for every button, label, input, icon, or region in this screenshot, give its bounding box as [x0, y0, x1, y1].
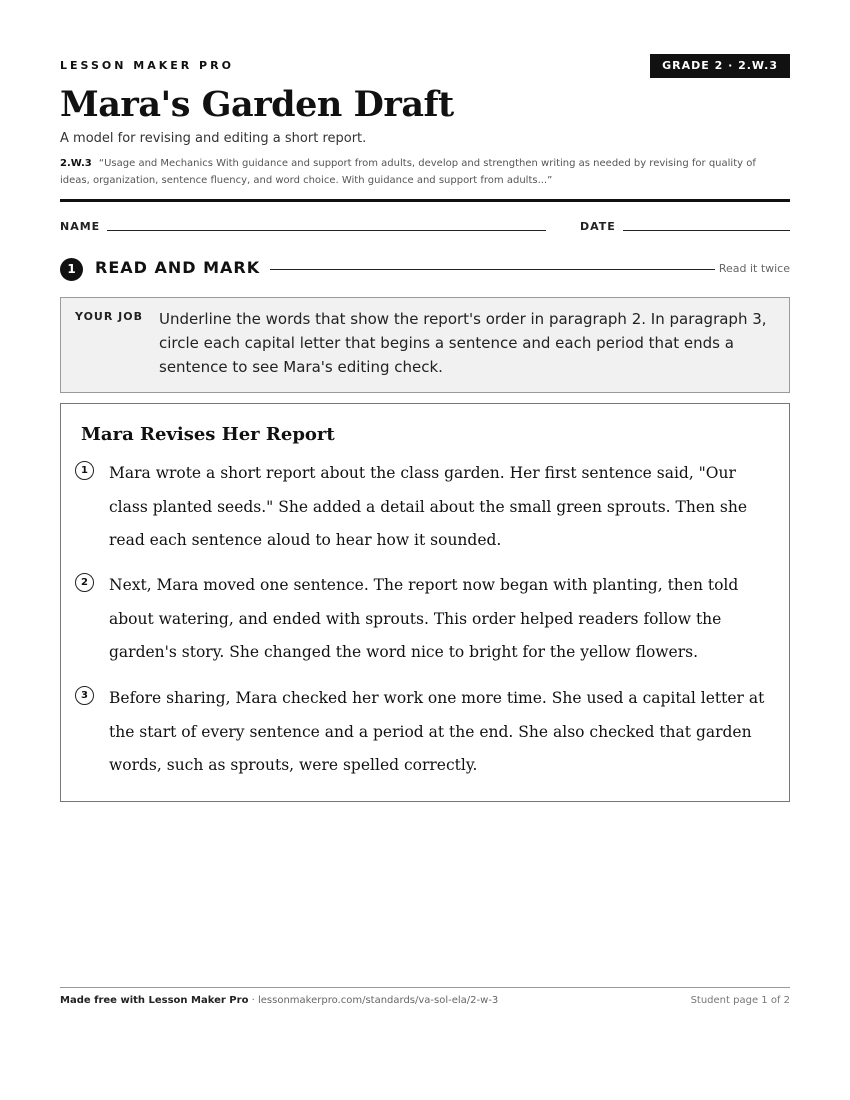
paragraph-text: Before sharing, Mara checked her work one more time. She used a capital letter at the start of every sentence and a period at the end. She also checked that garden words, such as sprouts, were spelled correctly. — [109, 689, 765, 774]
step-number-badge: 1 — [60, 258, 83, 281]
name-label: NAME — [60, 220, 101, 233]
date-line — [623, 230, 790, 231]
reading-passage-box — [60, 403, 790, 802]
footer-credit — [60, 995, 498, 1006]
footer-separator: · — [248, 995, 258, 1006]
paragraph-number-badge: 1 — [75, 461, 94, 480]
paragraph-number-badge: 3 — [75, 686, 94, 705]
page-subtitle: A model for revising and editing a short report. — [60, 131, 367, 146]
section-rule — [270, 269, 715, 270]
worksheet-page — [60, 0, 790, 1100]
standard-description — [60, 155, 780, 189]
section-hint: Read it twice — [718, 262, 790, 275]
name-line — [107, 230, 546, 231]
job-label: YOUR JOB — [75, 310, 143, 323]
job-instructions: Underline the words that show the report's order in paragraph 2. In paragraph 3, circle each capital letter that begins a sentence and each period that ends a sentence to see Mara's editing check. — [159, 310, 767, 376]
brand-name: LESSON MAKER PRO — [60, 59, 234, 72]
instructions-box — [60, 297, 790, 393]
date-label: DATE — [580, 220, 616, 233]
standard-code: 2.W.3 — [60, 158, 92, 169]
footer-url[interactable]: lessonmakerpro.com/standards/va-sol-ela/2-w-3 — [257, 995, 499, 1006]
made-with-text: Made free with Lesson Maker Pro — [60, 995, 249, 1006]
paragraph-text: Mara wrote a short report about the class garden. Her first sentence said, "Our class planted seeds." She added a detail about the small green sprouts. Then she read each sentence aloud to hear how it sounded. — [109, 464, 748, 549]
grade-badge: GRADE 2 · 2.W.3 — [650, 54, 790, 78]
page-indicator: Student page 1 of 2 — [690, 995, 790, 1006]
standard-text: “Usage and Mechanics With guidance and support from adults, develop and strengthen writing as needed by revising for quality of ideas, organization, sentence fluency, and word choice. With guidance and support from adults...” — [60, 158, 756, 186]
section-title: READ AND MARK — [95, 258, 261, 277]
paragraph-number-badge: 2 — [75, 573, 94, 592]
paragraph-text: Next, Mara moved one sentence. The report now began with planting, then told about watering, and ended with sprouts. This order helped readers follow the garden's story. She changed the word nice to bright for the yellow flowers. — [109, 576, 739, 661]
passage-title: Mara Revises Her Report — [81, 424, 335, 445]
page-title: Mara's Garden Draft — [60, 84, 454, 125]
footer-divider — [60, 987, 790, 988]
header-divider — [60, 199, 790, 202]
